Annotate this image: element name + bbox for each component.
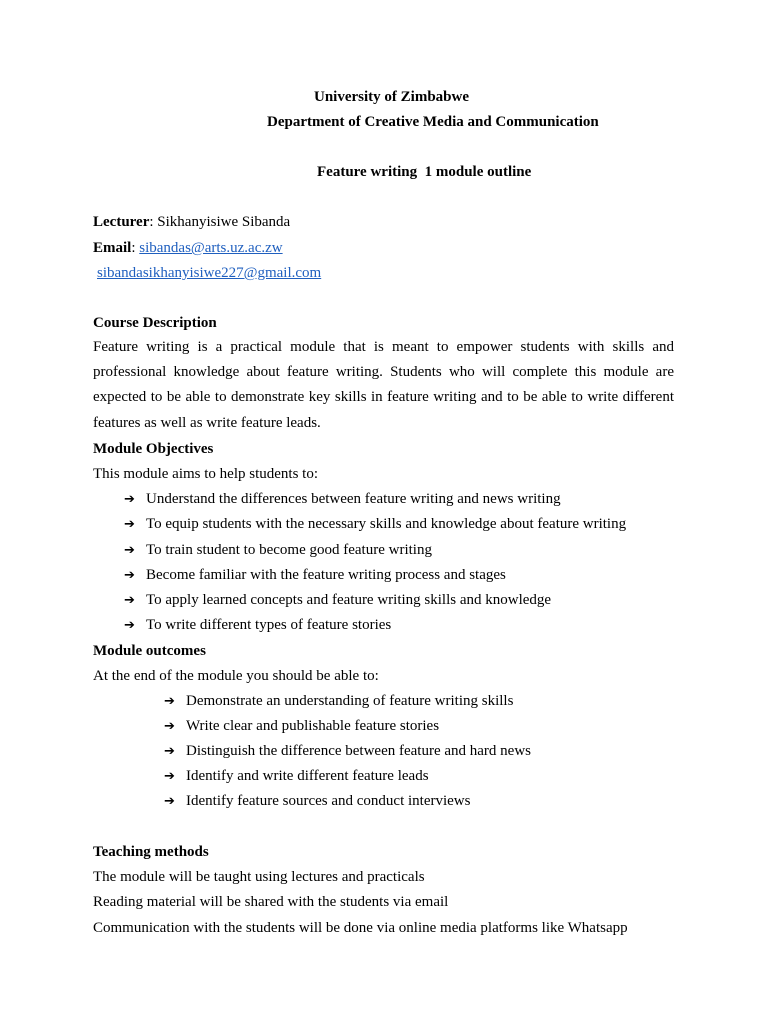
outcome-text: Write clear and publishable feature stories [186, 718, 440, 734]
teaching-line: Reading material will be shared with the students via email [93, 894, 449, 910]
objective-text: To apply learned concepts and feature writing skills and knowledge [146, 592, 552, 608]
objective-item [124, 541, 432, 560]
outcome-text: Identify feature sources and conduct interviews [186, 793, 471, 809]
objective-item [124, 566, 506, 585]
objective-text: Become familiar with the feature writing process and stages [146, 567, 506, 583]
university-name: University of Zimbabwe [314, 89, 469, 105]
outcome-item [164, 692, 513, 711]
objective-item [124, 616, 391, 635]
arrow-bullet-icon: ➔ [164, 694, 175, 709]
lecturer-label: Lecturer [93, 214, 150, 230]
outcome-text: Demonstrate an understanding of feature writing skills [186, 693, 514, 709]
arrow-bullet-icon: ➔ [124, 593, 135, 608]
arrow-bullet-icon: ➔ [124, 543, 135, 558]
email-separator: : [131, 240, 140, 256]
teaching-line: Communication with the students will be done via online media platforms like Whatsapp [93, 920, 628, 936]
module-title: Feature writing 1 module outline [317, 164, 532, 180]
teaching-line: The module will be taught using lectures and practicals [93, 869, 425, 885]
arrow-bullet-icon: ➔ [124, 492, 135, 507]
outcomes-heading: Module outcomes [93, 643, 206, 659]
secondary-email-link[interactable]: sibandasikhanyisiwe227@gmail.com [97, 265, 322, 281]
course-description-text: Feature writing is a practical module that is meant to empower students with skills and professional knowledge about feature writing. Students who will complete this module are expected to be able to demonstrate key skills in feature writing and to be able to write different features as well as write feature leads. [93, 339, 674, 431]
objective-text: Understand the differences between feature writing and news writing [146, 491, 561, 507]
course-description-heading: Course Description [93, 315, 217, 331]
lecturer-line [93, 213, 290, 231]
objective-item [124, 515, 626, 534]
objectives-intro: This module aims to help students to: [93, 466, 318, 482]
objectives-heading: Module Objectives [93, 441, 214, 457]
outcome-item [164, 742, 531, 761]
outcome-text: Identify and write different feature leads [186, 768, 429, 784]
department-name: Department of Creative Media and Communication [267, 114, 599, 130]
objective-text: To train student to become good feature writing [146, 542, 432, 558]
lecturer-name: : Sikhanyisiwe Sibanda [149, 214, 291, 230]
email-label: Email [93, 240, 132, 256]
outcome-item [164, 792, 470, 811]
secondary-email-line [97, 264, 321, 282]
objective-text: To write different types of feature stories [146, 617, 392, 633]
teaching-heading: Teaching methods [93, 844, 209, 860]
arrow-bullet-icon: ➔ [164, 794, 175, 809]
objective-text: To equip students with the necessary skills and knowledge about feature writing [146, 516, 627, 532]
arrow-bullet-icon: ➔ [164, 744, 175, 759]
arrow-bullet-icon: ➔ [164, 769, 175, 784]
objective-item [124, 591, 551, 610]
arrow-bullet-icon: ➔ [164, 719, 175, 734]
arrow-bullet-icon: ➔ [124, 618, 135, 633]
objective-item [124, 490, 561, 509]
outcome-item [164, 767, 429, 786]
arrow-bullet-icon: ➔ [124, 517, 135, 532]
primary-email-link[interactable]: sibandas@arts.uz.ac.zw [139, 240, 283, 256]
outcomes-intro: At the end of the module you should be able to: [93, 668, 379, 684]
email-line [93, 239, 283, 257]
outcome-item [164, 717, 439, 736]
outcome-text: Distinguish the difference between feature and hard news [186, 743, 532, 759]
arrow-bullet-icon: ➔ [124, 568, 135, 583]
